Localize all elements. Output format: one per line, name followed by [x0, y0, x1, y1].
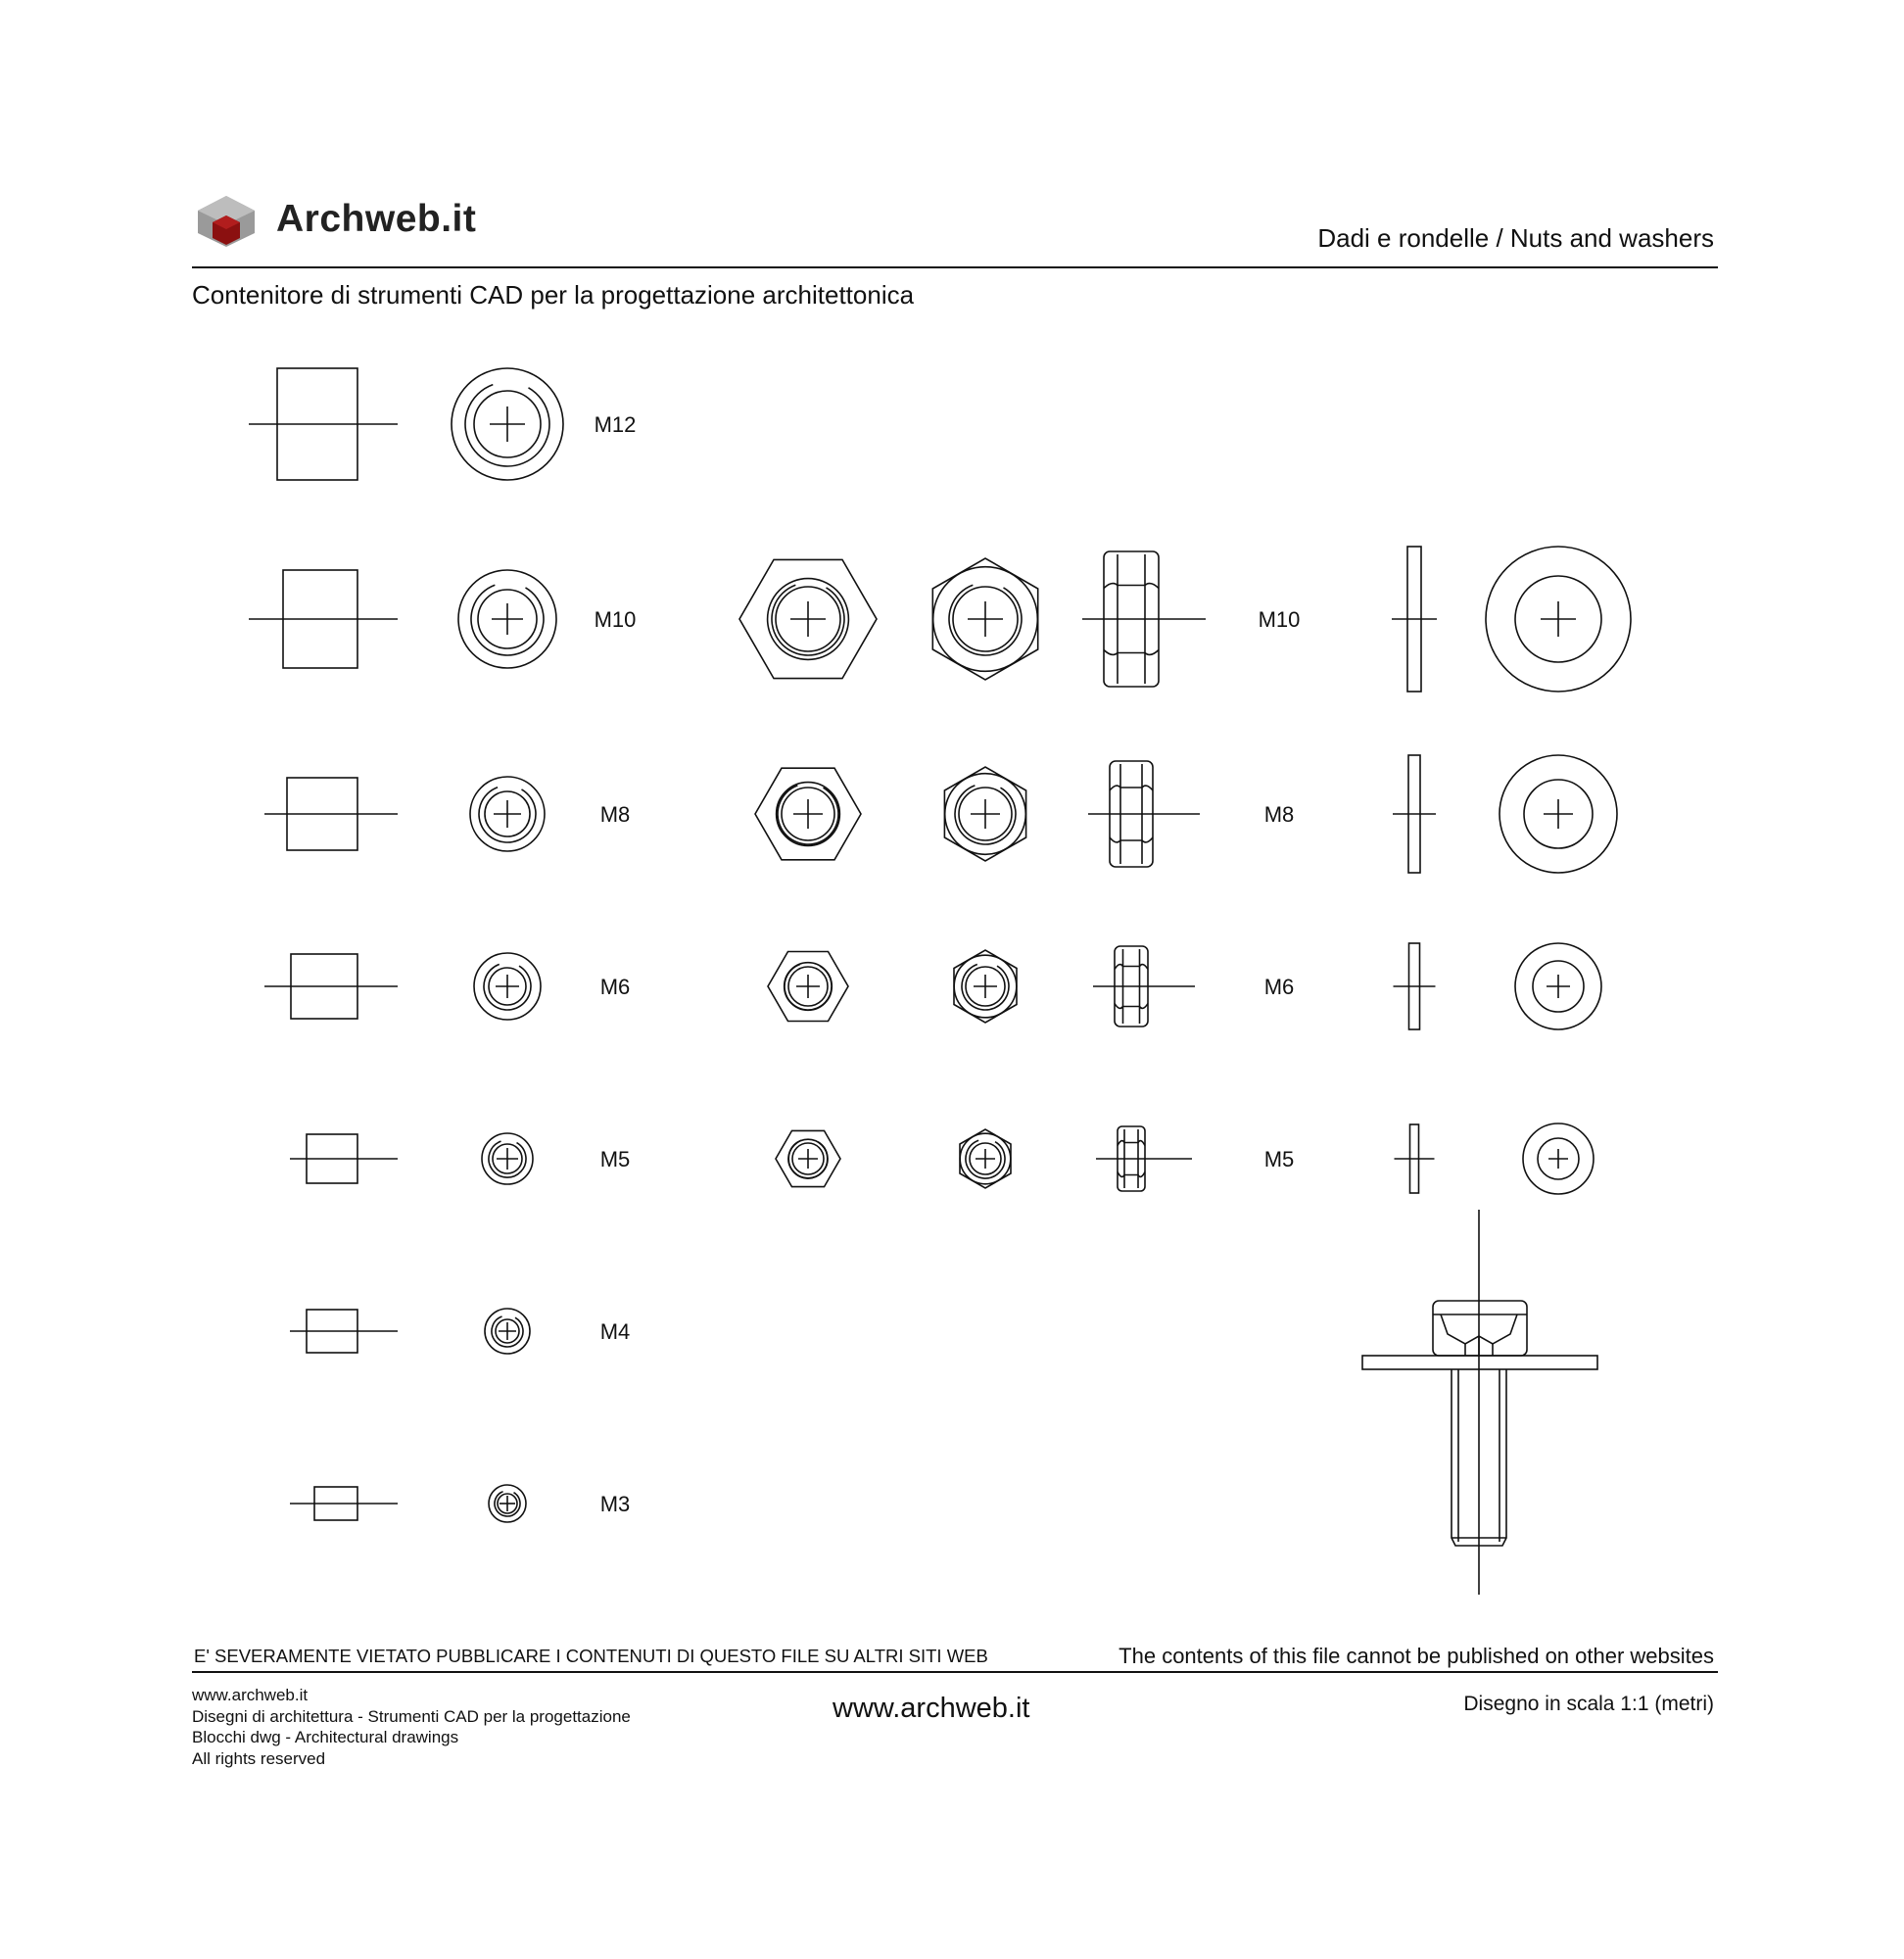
nut-chamfer — [1110, 837, 1153, 842]
nut-chamfer — [1118, 1172, 1145, 1177]
size-label: M8 — [1263, 801, 1295, 827]
size-label: M6 — [599, 974, 631, 999]
size-label: M5 — [1263, 1146, 1295, 1171]
nut-chamfer — [1110, 786, 1153, 790]
footer-warning-italian: E' SEVERAMENTE VIETATO PUBBLICARE I CONTENUTI DI QUESTO FILE SU ALTRI SITI WEB — [194, 1646, 988, 1666]
size-label: M4 — [599, 1318, 631, 1344]
logo-text: Archweb.it — [276, 198, 477, 240]
footer-scale: Disegno in scala 1:1 (metri) — [1463, 1693, 1714, 1715]
size-label: M3 — [599, 1491, 631, 1516]
page-title: Dadi e rondelle / Nuts and washers — [1317, 223, 1714, 253]
size-label: M12 — [594, 411, 637, 437]
nut-chamfer — [1115, 1004, 1148, 1009]
nut-chamfer — [1104, 584, 1159, 589]
footer-divider — [192, 1671, 1718, 1673]
footer-line: www.archweb.it — [192, 1686, 309, 1704]
footer-warning-english: The contents of this file cannot be published on other websites — [1119, 1644, 1714, 1668]
size-label: M5 — [599, 1146, 631, 1171]
footer-url: www.archweb.it — [833, 1693, 1030, 1724]
nut-chamfer — [1115, 965, 1148, 970]
nut-chamfer — [1104, 650, 1159, 655]
bolt-washer — [1362, 1356, 1597, 1369]
nut-chamfer — [1118, 1141, 1145, 1146]
footer-line: All rights reserved — [192, 1748, 326, 1768]
page-subtitle: Contenitore di strumenti CAD per la progettazione architettonica — [192, 280, 915, 310]
size-label: M6 — [1263, 974, 1295, 999]
footer-credits — [192, 1685, 631, 1769]
size-label: M10 — [594, 606, 637, 632]
size-label: M8 — [599, 801, 631, 827]
size-label: M10 — [1258, 606, 1301, 632]
footer-line: Blocchi dwg - Architectural drawings — [192, 1728, 459, 1746]
footer-line: Disegni di architettura - Strumenti CAD per la progettazione — [192, 1706, 631, 1726]
